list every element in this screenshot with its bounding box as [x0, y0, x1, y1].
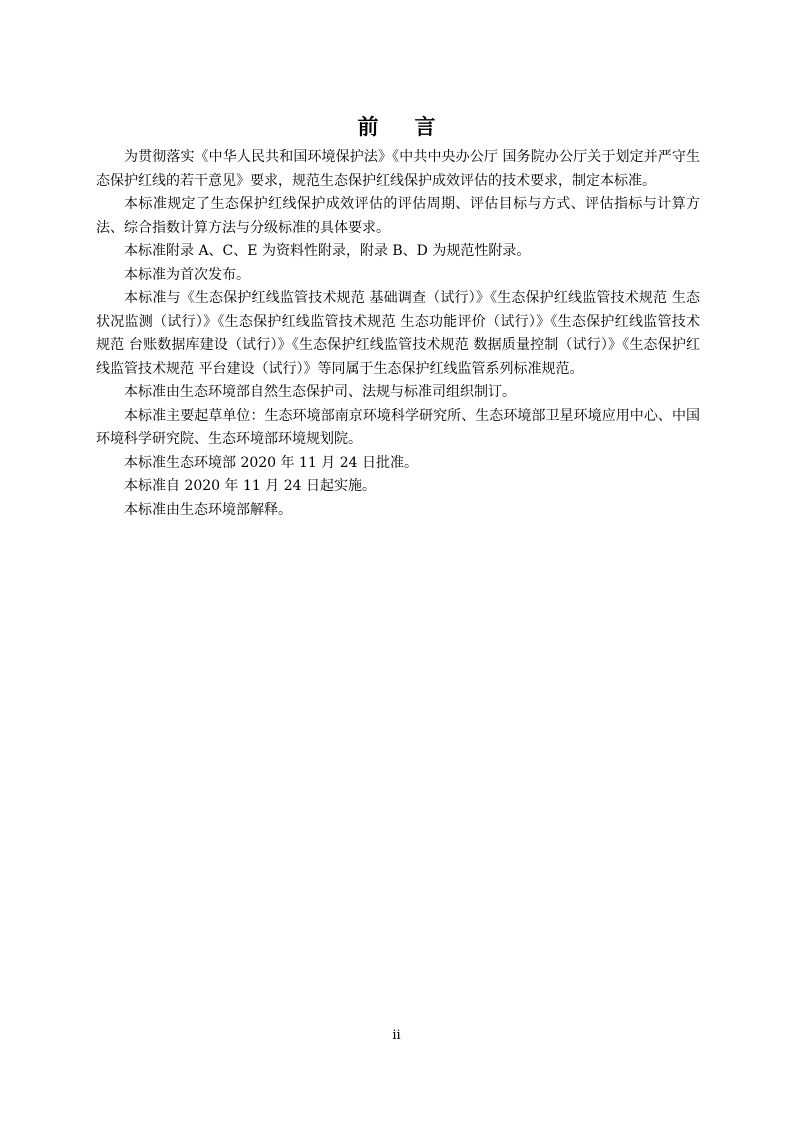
paragraph: 本标准附录 A、C、E 为资料性附录，附录 B、D 为规范性附录。 — [124, 243, 531, 259]
paragraph: 本标准自 2020 年 11 月 24 日起实施。 — [124, 478, 376, 494]
paragraph: 本标准规定了生态保护红线保护成效评估的评估周期、评估目标与方式、评估指标与计算方法、综合指数计算方法与分级标准的具体要求。 — [96, 196, 700, 236]
paragraph: 本标准与《生态保护红线监管技术规范 基础调查（试行）》《生态保护红线监管技术规范 生态状况监测（试行）》《生态保护红线监管技术规范 生态功能评价（试行）》《生态保护红线监管技术规范 台账数据库建设（试行）》《生态保护红线监管技术规范 数据质量控制（试行）》《生态保护红线监管技术规范 平台建设（试行）》等同属于生态保护红线监管系列标准规范。 — [96, 290, 700, 377]
paragraph: 为贯彻落实《中华人民共和国环境保护法》《中共中央办公厅 国务院办公厅关于划定并严守生态保护红线的若干意见》要求，规范生态保护红线保护成效评估的技术要求，制定本标准。 — [96, 149, 700, 189]
document-body — [96, 146, 700, 522]
paragraph: 本标准为首次发布。 — [124, 266, 250, 283]
paragraph: 本标准生态环境部 2020 年 11 月 24 日批准。 — [124, 454, 418, 471]
paragraph: 本标准由生态环境部自然生态保护司、法规与标准司组织制订。 — [124, 384, 516, 400]
page-number: ii — [392, 1028, 401, 1043]
paragraph: 本标准主要起草单位：生态环境部南京环境科学研究所、生态环境部卫星环境应用中心、中国环境科学研究院、生态环境部环境规划院。 — [96, 407, 700, 447]
paragraph: 本标准由生态环境部解释。 — [124, 501, 292, 518]
page-title: 前言 — [357, 115, 472, 139]
